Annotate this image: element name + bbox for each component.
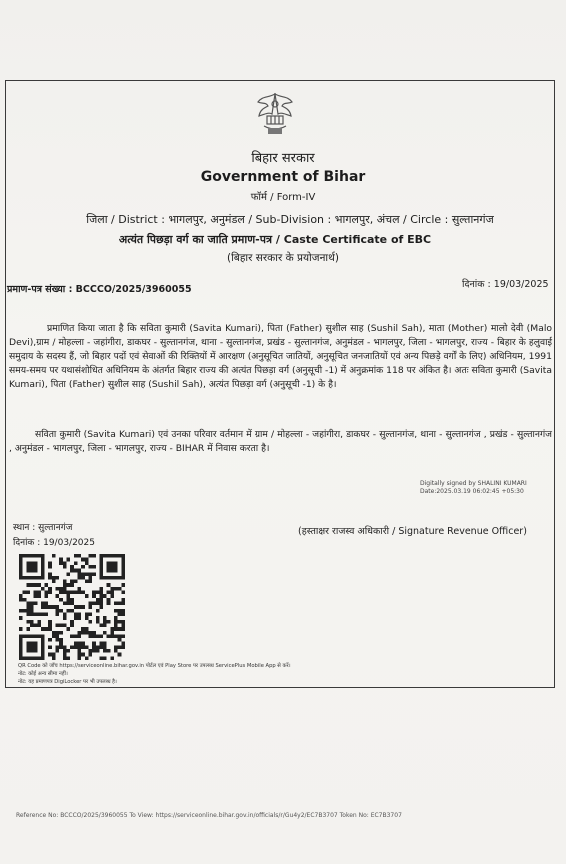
note-line-2: नोट: कोई अन्य सीमा नहीं। (18, 671, 68, 677)
digital-signature (420, 480, 527, 496)
footer-date: दिनांक : 19/03/2025 (13, 538, 95, 548)
place-label: स्थान : सुल्तानगंज (13, 523, 73, 533)
qr-code (16, 554, 128, 660)
district-line: जिला / District : भागलपुर, अनुमंडल / Sub-Division : भागलपुर, अंचल / Circle : सुल्तानगंज (86, 213, 494, 226)
certificate-title: अत्यंत पिछड़ा वर्ग का जाति प्रमाण-पत्र / Caste Certificate of EBC (118, 233, 432, 246)
digilocker-note: नोट: यह प्रमाणपत्र DigiLocker पर भी उपलब्ध है। (18, 679, 117, 685)
digital-signature-name: Digitally signed by SHALINI KUMARI (420, 480, 527, 487)
residence-paragraph: सविता कुमारी (Savita Kumari) एवं उनका परिवार वर्तमान में ग्राम / मोहल्ला - जहांगीरा, डाकघर - सुल्तानगंज, थाना - सुल्तानगंज , प्रखंड - सुल्तानगंज , अनुमंडल - भागलपुर, जिला - भागलपुर, राज्य - BIHAR में निवास करता है। (9, 429, 552, 455)
certificate-date: दिनांक : 19/03/2025 (462, 279, 549, 290)
digital-signature-date: Date:2025.03.19 06:02:45 +05:30 (420, 488, 524, 495)
govt-english-title: Government of Bihar (200, 169, 366, 185)
signature-officer-label: (हस्ताक्षर राजस्व अधिकारी / Signature Revenue Officer) (298, 526, 527, 537)
certificate-number: प्रमाण-पत्र संख्या : BCCCO/2025/3960055 (7, 284, 192, 295)
bihar-emblem-icon (250, 90, 300, 136)
reference-line: Reference No: BCCCO/2025/3960055 To View: https://serviceonline.bihar.gov.in/officials/r/Gu4y2/EC7B3707 Token No: EC7B3707 (16, 812, 402, 819)
qr-verification-note (18, 662, 291, 686)
purpose-line: (बिहार सरकार के प्रयोजनार्थ) (227, 252, 339, 264)
qr-note-line: QR Code को जाँच https://serviceonline.bihar.gov.in पोर्टल एवं Play Store पर उपलब्ध ServicePlus Mobile App से करें। (18, 663, 291, 669)
certification-paragraph: प्रमाणित किया जाता है कि सविता कुमारी (Savita Kumari), पिता (Father) सुशील साह (Sushil Sah), माता (Mother) मालो देवी (Malo Devi),ग्राम / मोहल्ला - जहांगीरा, डाकघर - सुल्तानगंज, थाना - सुल्तानगंज, प्रखंड - सुल्तानगंज, अनुमंडल - भागलपुर, जिला - भागलपुर, राज्य - बिहार के हलुवाई समुदाय के सदस्य हैं, जो बिहार पदों एवं सेवाओं की रिक्तियों में आरक्षण (अनुसूचित जातियों, अनुसूचित जनजातियों एवं अन्य पिछड़े वर्गों के लिए) अधिनियम, 1991 समय-समय पर यथासंशोधित अधिनियम के अंतर्गत बिहार राज्य की अत्यंत पिछड़ा वर्ग (अनुसूची -1) में अनुक्रमांक 118 पर अंकित है। अतः सविता कुमारी (Savita Kumari), पिता (Father) सुशील साह (Sushil Sah), अत्यंत पिछड़ा वर्ग (अनुसूची -1) के है। (9, 323, 552, 391)
form-label: फॉर्म / Form-IV (250, 192, 316, 203)
govt-hindi-title: बिहार सरकार (251, 151, 315, 166)
